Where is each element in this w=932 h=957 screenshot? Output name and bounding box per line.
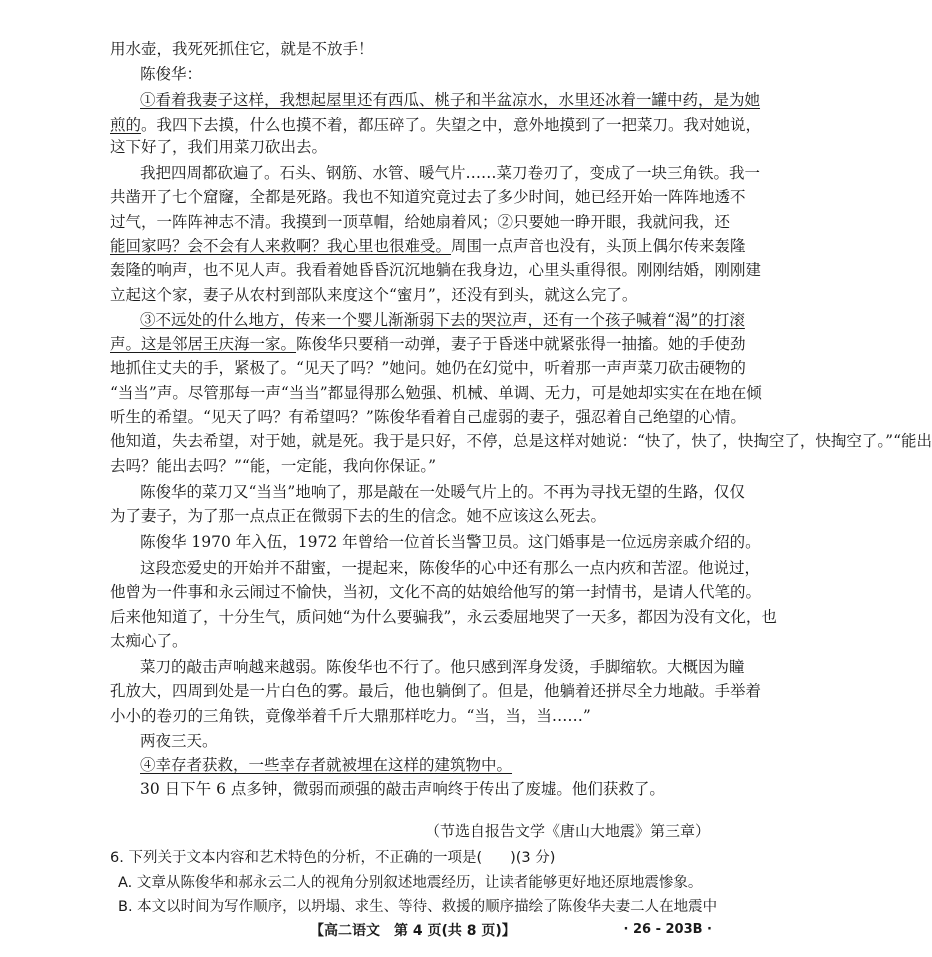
passage-line: 轰隆的响声，也不见人声。我看着她昏昏沉沉地躺在我身边，心里头重得很。刚刚结婚，刚刚建 (110, 261, 762, 279)
passage-line: 这下好了，我们用菜刀砍出去。 (110, 138, 328, 156)
passage-line: 陈俊华的菜刀又“当当”地响了，那是敲在一处暖气片上的。不再为寻找无望的生路，仅仅 (140, 483, 745, 501)
question-stem: 6. 下列关于文本内容和艺术特色的分析，不正确的一项是( (110, 850, 483, 866)
option-a: A. 文章从陈俊华和郝永云二人的视角分别叙述地震经历，让读者能够更好地还原地震惨象。 (118, 875, 703, 891)
passage-text: 。我四下去摸，什么也摸不着，都压碎了。失望之中，意外地摸到了一把菜刀。我对她说， (141, 116, 762, 134)
page-footer: 【高二语文 第 4 页(共 8 页)】 (310, 923, 516, 939)
passage-line: 这段恋爱史的开始并不甜蜜，一提起来，陈俊华的心中还有那么一点内疚和苦涩。他说过， (140, 559, 761, 577)
passage-line (110, 115, 762, 135)
passage-line: 两夜三天。 (140, 732, 218, 750)
passage-line: 太痴心了。 (110, 632, 188, 650)
passage-line: 为了妻子，为了那一点点正在微弱下去的生的信念。她不应该这么死去。 (110, 507, 607, 525)
passage-line: 我把四周都砍遍了。石头、钢筋、水管、暖气片……菜刀卷刃了，变成了一块三角铁。我一 (140, 164, 761, 182)
speaker-label: 陈俊华： (140, 65, 203, 83)
passage-line: 用水壶，我死死抓住它，就是不放手！ (110, 40, 374, 58)
underlined-sentence-1-end: 煎的 (110, 116, 142, 134)
exam-code: · 26 - 203B · (623, 922, 712, 937)
question-6 (110, 848, 700, 868)
passage-text: 陈俊华只要稍一动弹，妻子于昏迷中就紧张得一抽搐。她的手使劲 (296, 335, 746, 353)
passage-line: 他知道，失去希望，对于她，就是死。我于是只好，不停，总是这样对她说：“快了，快了，快掏空了，快掏空了。”“能出 (110, 432, 932, 450)
passage-line: 去吗？能出去吗？”“能，一定能，我向你保证。” (110, 457, 437, 475)
passage-line: 共凿开了七个窟窿，全都是死路。我也不知道究竟过去了多少时间，她已经开始一阵阵地透不 (110, 188, 746, 206)
passage-line: 小小的卷刃的三角铁，竟像举着千斤大鼎那样吃力。“当，当，当……” (110, 707, 591, 725)
underlined-sentence-2: 能回家吗？会不会有人来救啊？我心里也很难受。 (110, 237, 452, 255)
passage-line (110, 236, 746, 256)
passage-line: 过气，一阵阵神志不清。我摸到一顶草帽，给她扇着风；②只要她一睁开眼，我就问我，还 (110, 213, 731, 231)
underlined-sentence-4: ④幸存者获救，一些幸存者就被埋在这样的建筑物中。 (140, 756, 513, 774)
passage-line: 地抓住丈夫的手，紧极了。“见天了吗？”她问。她仍在幻觉中，听着那一声声菜刀砍击硬物的 (110, 359, 746, 377)
passage-line (110, 334, 746, 354)
underlined-sentence-3-end: 声。这是邻居王庆海一家。 (110, 335, 297, 353)
passage-line: 菜刀的敲击声响越来越弱。陈俊华也不行了。他只感到浑身发烫，手脚缩软。大概因为瞳 (140, 658, 745, 676)
question-score: )(3 分) (510, 850, 556, 866)
source-citation: （节选自报告文学《唐山大地震》第三章） (424, 822, 710, 840)
option-b: B. 本文以时间为写作顺序，以坍塌、求生、等待、救援的顺序描绘了陈俊华夫妻二人在地震中 (118, 899, 718, 915)
passage-line: 孔放大，四周到处是一片白色的雾。最后，他也躺倒了。但是，他躺着还拼尽全力地敲。手举着 (110, 682, 762, 700)
passage-line: “当当”声。尽管那每一声“当当”都显得那么勉强、机械、单调、无力，可是她却实实在在地在倾 (110, 384, 762, 402)
passage-line: 陈俊华 1970 年入伍，1972 年曾给一位首长当警卫员。这门婚事是一位远房亲戚介绍的。 (140, 533, 761, 551)
underlined-sentence-3: ③不远处的什么地方，传来一个婴儿渐渐弱下去的哭泣声，还有一个孩子喊着“渴”的打滚 (140, 311, 745, 329)
passage-line: 后来他知道了，十分生气，质问她“为什么要骗我”，永云委屈地哭了一天多，都因为没有文化，也 (110, 608, 777, 626)
passage-line: 听生的希望。“见天了吗？有希望吗？”陈俊华看着自己虚弱的妻子，强忍着自己绝望的心情。 (110, 408, 746, 426)
passage-line: 他曾为一件事和永云闹过不愉快，当初，文化不高的姑娘给他写的第一封情书，是请人代笔的。 (110, 583, 762, 601)
passage-text: 周围一点声音也没有，头顶上偶尔传来轰隆 (451, 237, 746, 255)
underlined-sentence-1: ①看着我妻子这样，我想起屋里还有西瓜、桃子和半盆凉水，水里还冰着一罐中药，是为她 (140, 91, 761, 109)
passage-line: 立起这个家，妻子从农村到部队来度这个“蜜月”，还没有到头，就这么完了。 (110, 286, 638, 304)
passage-line: 30 日下午 6 点多钟，微弱而顽强的敲击声响终于传出了废墟。他们获救了。 (140, 780, 665, 798)
